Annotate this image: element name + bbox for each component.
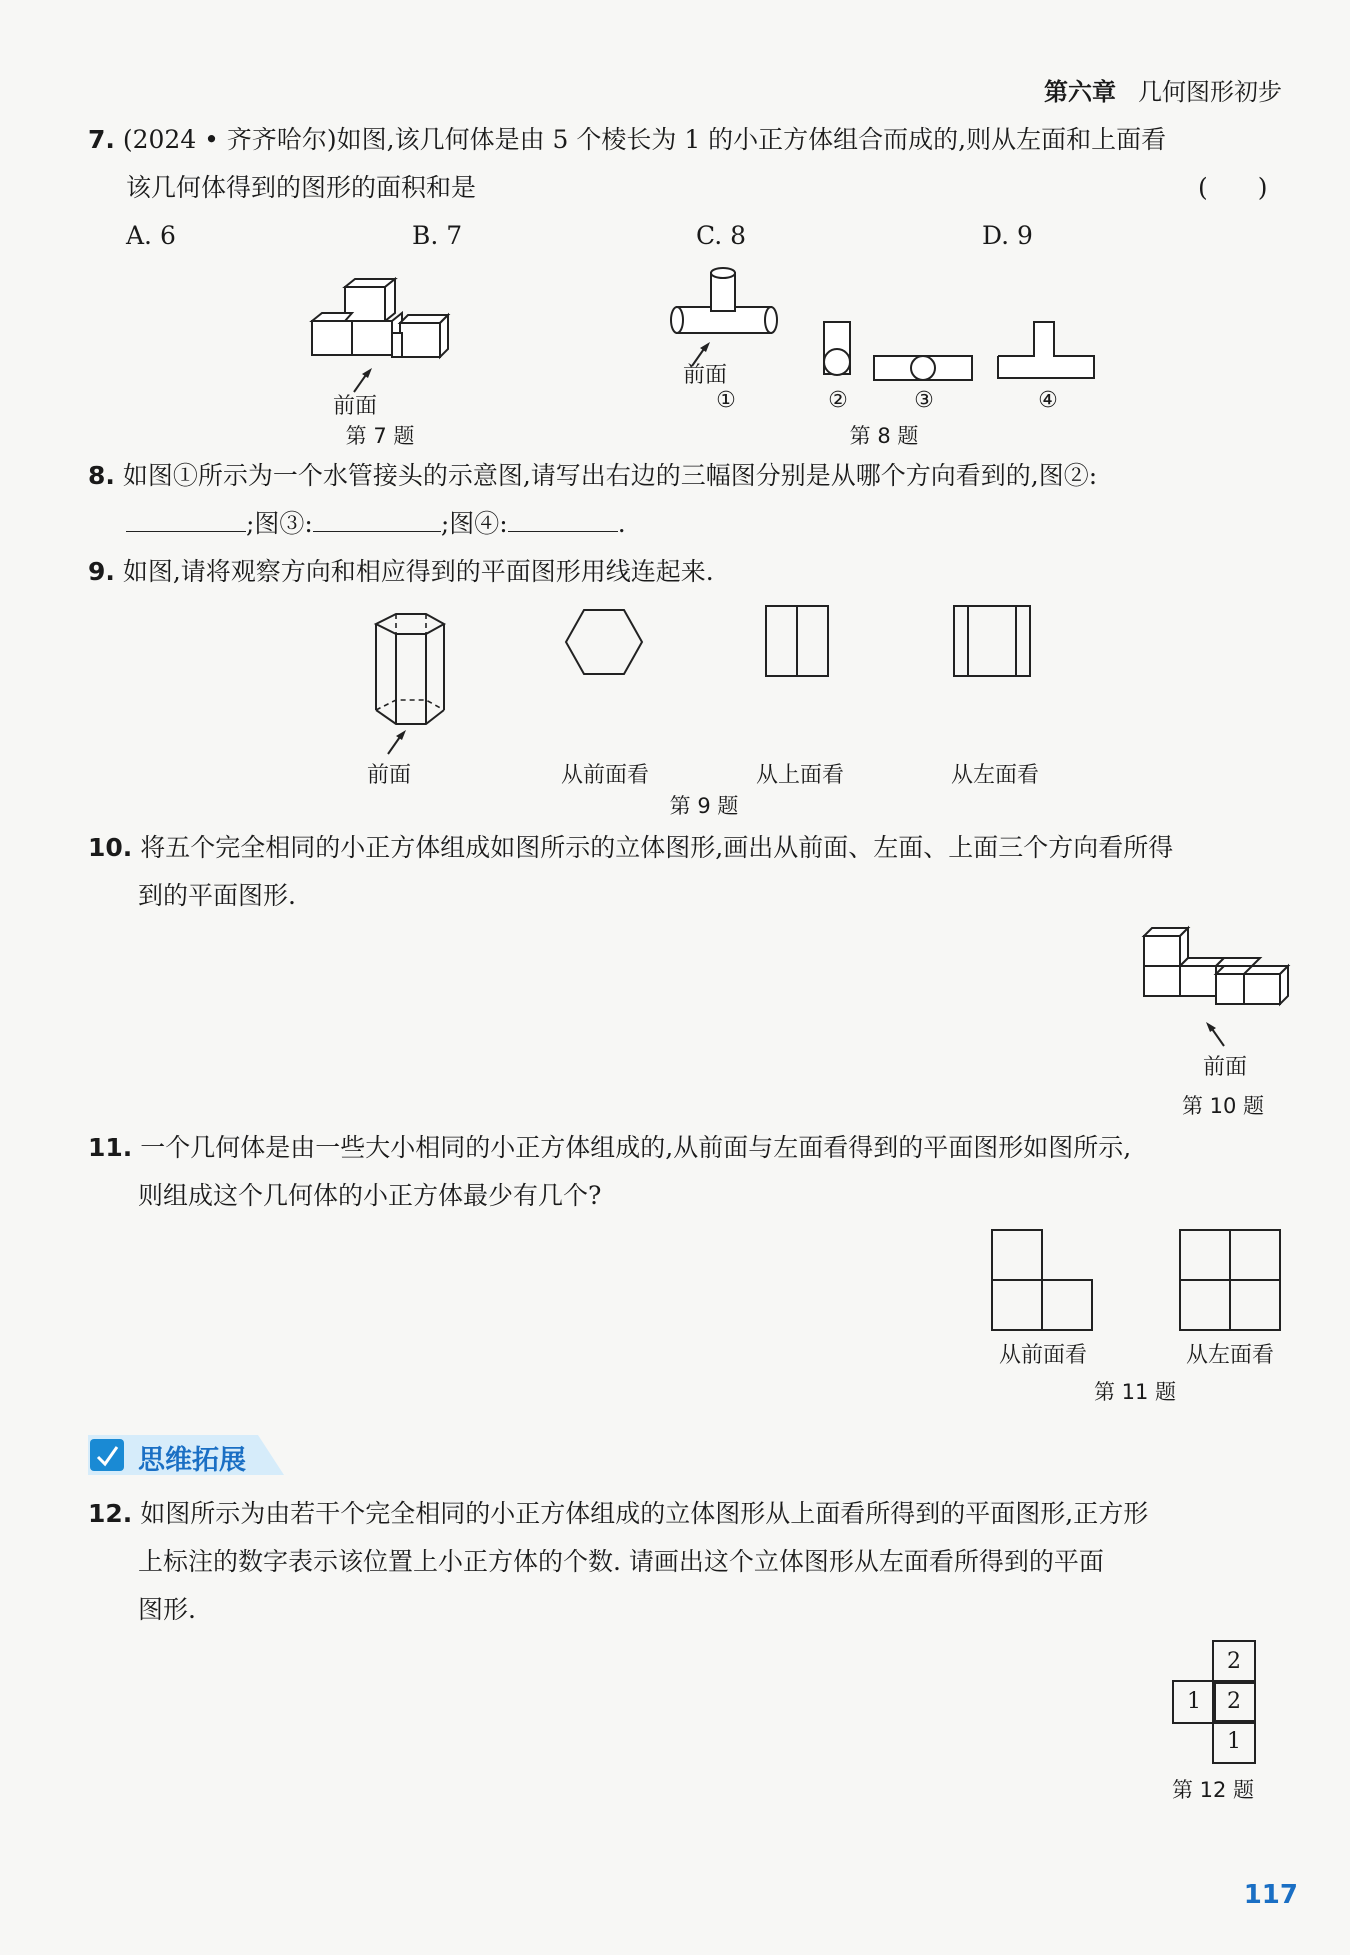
question-8-line2 (126, 500, 626, 548)
question-7-line1 (88, 116, 1166, 164)
question-11-line2: 则组成这个几何体的小正方体最少有几个? (138, 1181, 602, 1210)
question-12-number: 12. (88, 1499, 133, 1528)
label-left-view: 从左面看 (1185, 1343, 1274, 1368)
front-label-8: 前面 (682, 363, 727, 388)
question-9-line1 (88, 548, 714, 596)
question-7-text: (2024 • 齐齐哈尔)如图,该几何体是由 5 个棱长为 1 的小正方体组合而成的,则从左面和上面看 (122, 125, 1167, 154)
question-12-text: 如图所示为由若干个完全相同的小正方体组成的立体图形从上面看所得到的平面图形,正方形 (140, 1499, 1149, 1528)
answer-paren: ( ) (1198, 173, 1268, 202)
figure-8-view-3 (870, 352, 980, 386)
figure-11-caption: 第 11 题 (1093, 1380, 1177, 1404)
question-10-number: 10. (88, 833, 133, 862)
grid-cell-bottom: 1 (1212, 1720, 1256, 1764)
answer-blank-view-2[interactable] (126, 501, 246, 532)
figure-8-mark-3: ③ (914, 388, 934, 413)
figure-7-cubes (300, 275, 460, 385)
grid-cell-mid-left: 1 (1172, 1680, 1216, 1724)
sep-view-3: ;图③: (246, 509, 313, 538)
question-11-line1 (88, 1124, 1131, 1172)
figure-10-cubes (1140, 924, 1290, 1024)
figure-9-caption: 第 9 题 (669, 794, 739, 818)
chapter-label: 第六章 (1044, 78, 1116, 106)
front-arrow-10 (1200, 1020, 1230, 1050)
period: . (617, 509, 626, 538)
chapter-title: 几何图形初步 (1138, 78, 1282, 106)
figure-12-top-view-grid (1170, 1640, 1260, 1765)
figure-9-three-rectangles (950, 604, 1036, 680)
direction-front: 从前面看 (560, 763, 649, 788)
figure-8-caption: 第 8 题 (849, 424, 919, 448)
figure-7-caption: 第 7 题 (345, 424, 415, 448)
figure-8-pipe-joint (665, 265, 785, 345)
figure-9-two-rectangles (762, 604, 832, 680)
grid-cell-mid-right: 2 (1212, 1680, 1256, 1724)
question-7-line2: 该几何体得到的图形的面积和是 (126, 173, 477, 202)
sep-view-4: ;图④: (440, 509, 508, 538)
question-8-text: 如图①所示为一个水管接头的示意图,请写出右边的三幅图分别是从哪个方向看到的,图②: (122, 461, 1098, 490)
question-12-line2: 上标注的数字表示该位置上小正方体的个数. 请画出这个立体图形从左面看所得到的平面 (138, 1547, 1104, 1576)
direction-left: 从左面看 (950, 763, 1039, 788)
figure-8-mark-4: ④ (1038, 388, 1058, 413)
option-d: D. 9 (982, 221, 1033, 250)
option-a: A. 6 (126, 221, 176, 250)
front-label-9: 前面 (366, 763, 411, 788)
question-11-text: 一个几何体是由一些大小相同的小正方体组成的,从前面与左面看得到的平面图形如图所示, (140, 1133, 1132, 1162)
figure-12-caption: 第 12 题 (1171, 1778, 1255, 1802)
front-label-10: 前面 (1202, 1055, 1247, 1080)
question-10-line2: 到的平面图形. (138, 881, 296, 910)
label-front-view: 从前面看 (998, 1343, 1087, 1368)
figure-8-mark-1: ① (716, 388, 736, 413)
question-9-text: 如图,请将观察方向和相应得到的平面图形用线连起来. (122, 557, 714, 586)
grid-cell-top: 2 (1212, 1640, 1256, 1684)
direction-top: 从上面看 (755, 763, 844, 788)
figure-10-caption: 第 10 题 (1181, 1094, 1265, 1118)
answer-blank-view-4[interactable] (508, 501, 618, 532)
question-12-line1 (88, 1490, 1148, 1538)
question-9-number: 9. (88, 557, 115, 586)
front-label-7: 前面 (332, 394, 377, 419)
option-c: C. 8 (696, 221, 747, 250)
question-8-number: 8. (88, 461, 115, 490)
figure-8-mark-2: ② (828, 388, 848, 413)
section-title: 思维拓展 (138, 1445, 246, 1476)
page-header (1044, 72, 1282, 107)
question-8-line1 (88, 452, 1097, 500)
question-10-text: 将五个完全相同的小正方体组成如图所示的立体图形,画出从前面、左面、上面三个方向看所得 (140, 833, 1174, 862)
figure-11-front-view (990, 1228, 1096, 1334)
option-b: B. 7 (412, 221, 463, 250)
figure-9-hexagonal-prism (360, 610, 450, 740)
front-arrow-9 (384, 728, 414, 758)
question-12-line3: 图形. (138, 1595, 196, 1624)
question-11-number: 11. (88, 1133, 133, 1162)
figure-11-left-view (1178, 1228, 1284, 1334)
page-number: 117 (1243, 1880, 1298, 1910)
question-7-number: 7. (88, 125, 115, 154)
figure-8-view-4 (994, 318, 1104, 384)
figure-8-view-2 (818, 320, 858, 382)
answer-blank-view-3[interactable] (313, 501, 441, 532)
figure-9-hexagon (562, 604, 648, 680)
question-10-line1 (88, 824, 1173, 872)
